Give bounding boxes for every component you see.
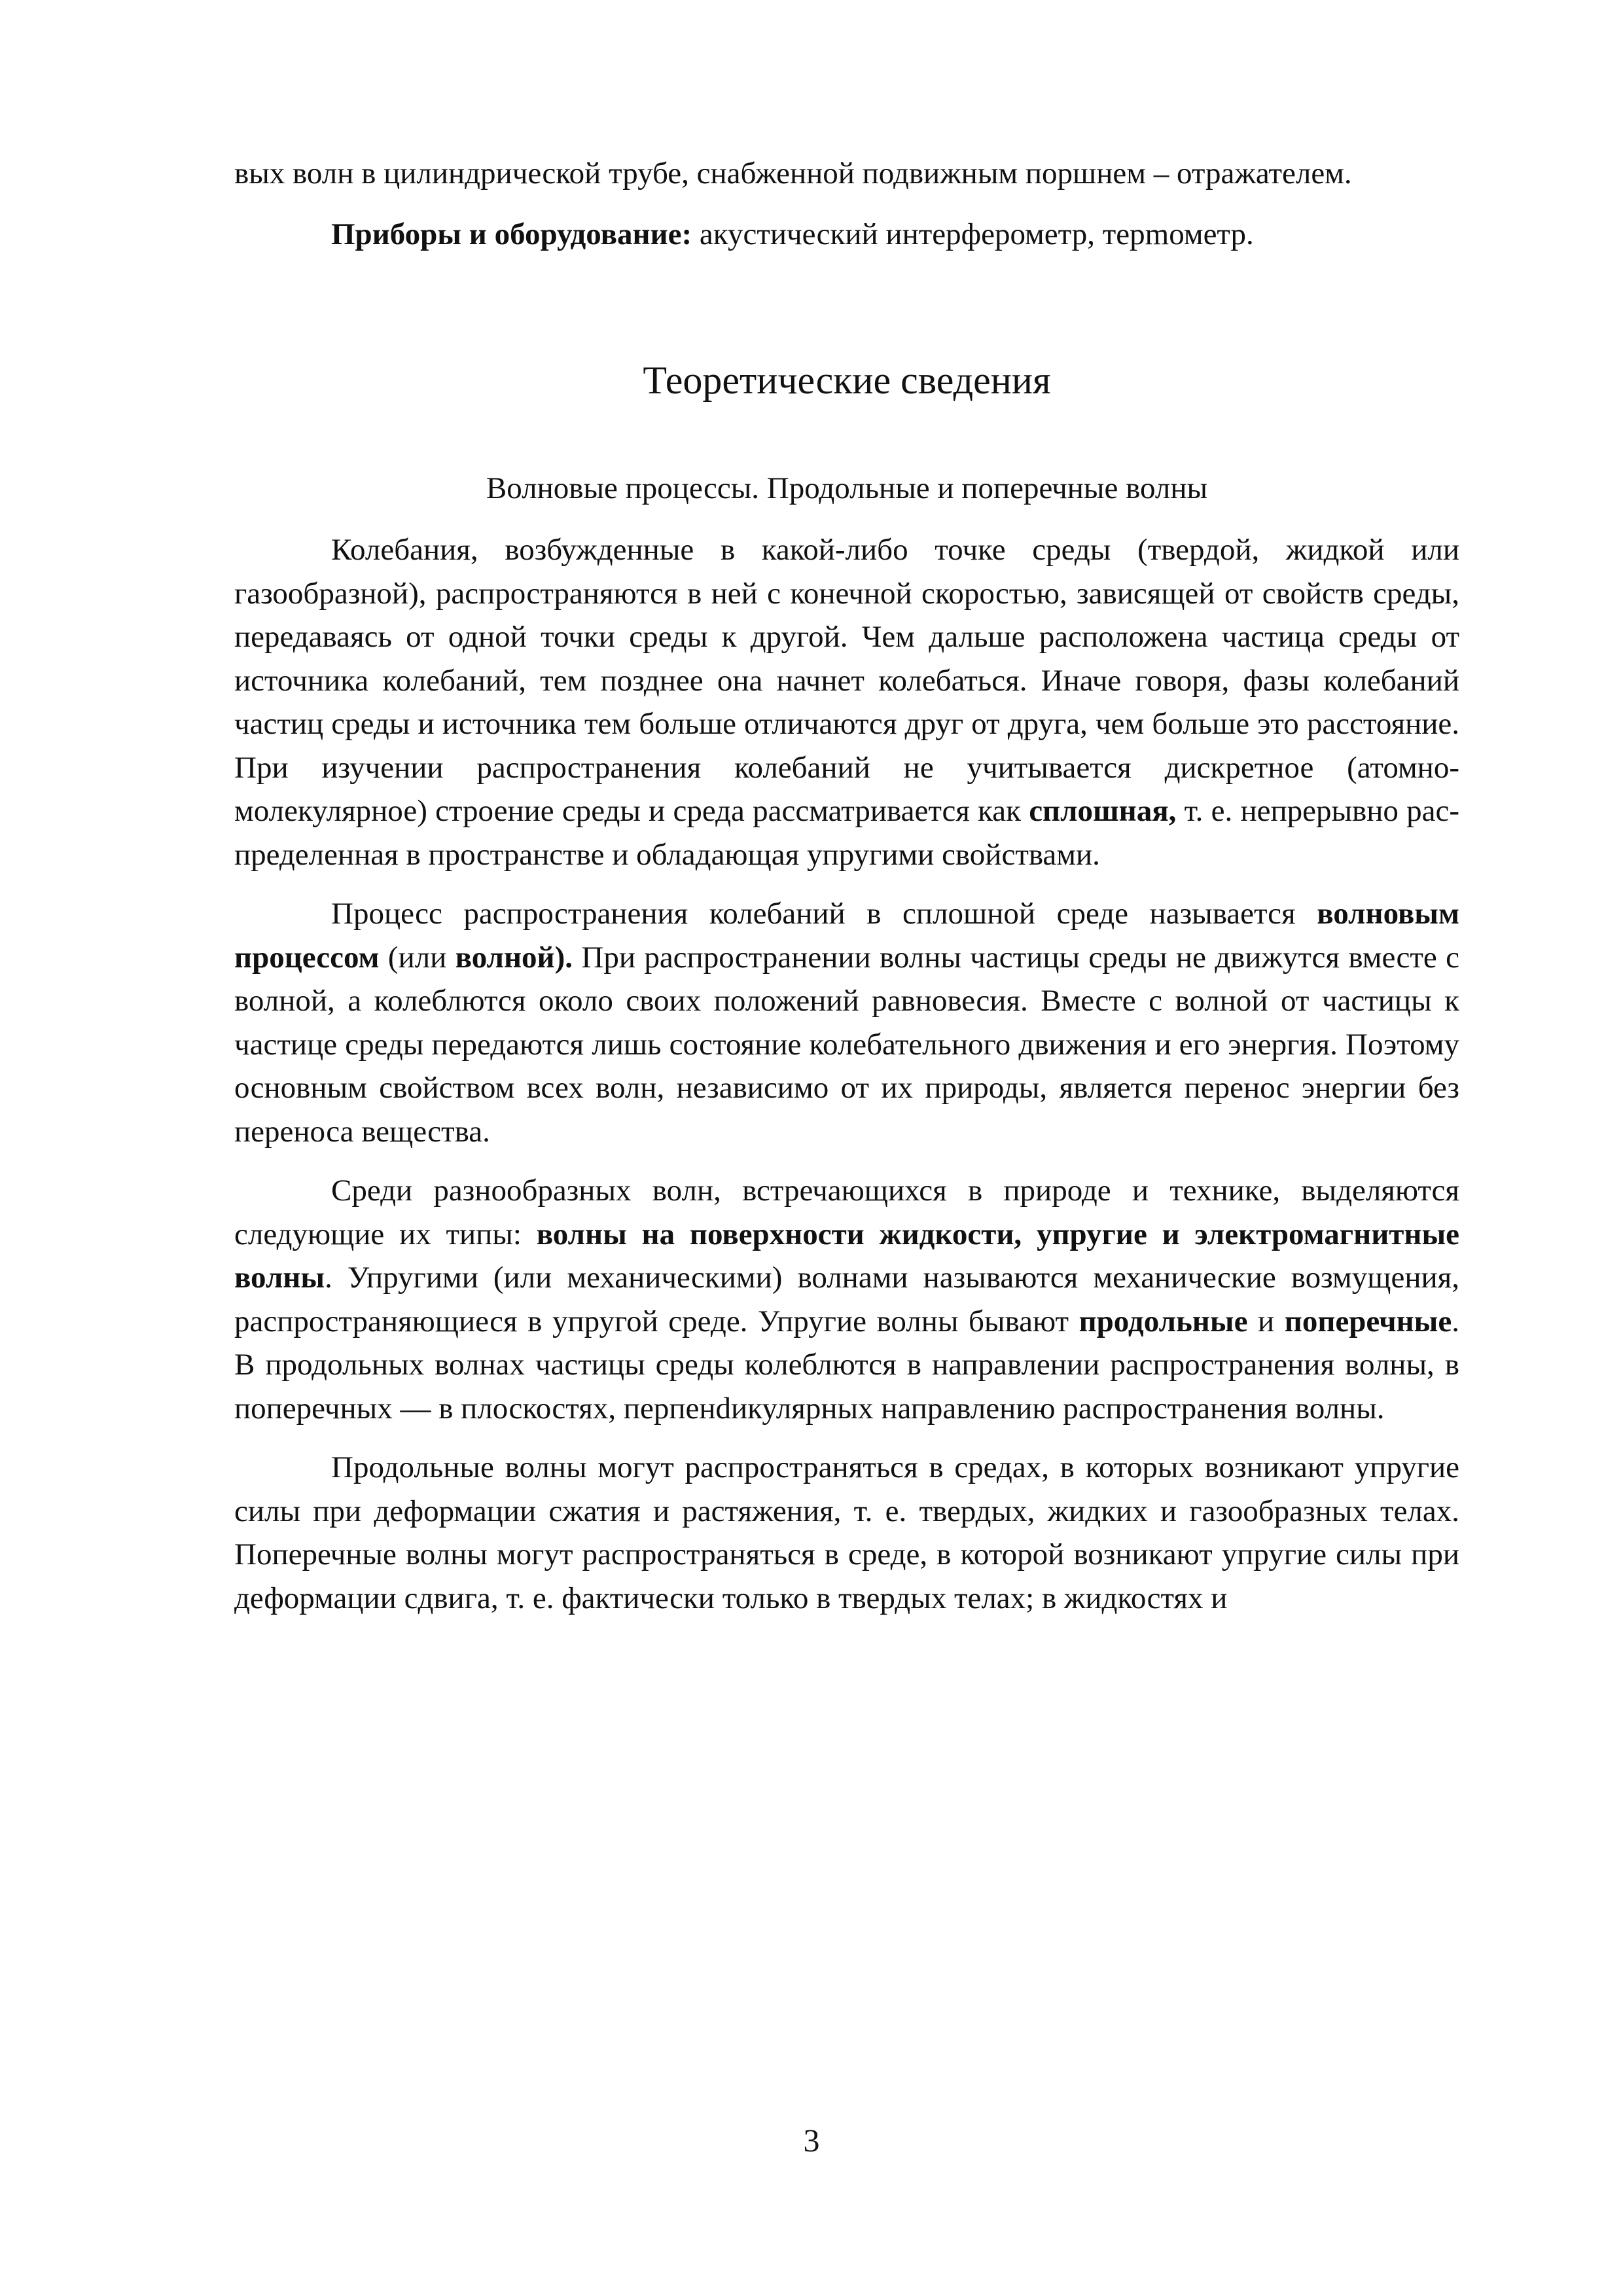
subsection-title: Волновые процессы. Продольные и поперечные волны	[486, 471, 1208, 505]
paragraph-4: Продольные волны могут распространяться в средах, в которых возникают упругие силы при деформации сжатия и растяжения, т. е. твердых, жидких и газообразных телах. Поперечные волны могут распространяться в среде, в которой возникают упругие силы при деформации сдвига, т. е. фактически только в твердых телах; в жидкостях и	[234, 1450, 1459, 1615]
term-wave-process: волновым процессом	[234, 897, 1459, 975]
section-title: Теоретические сведения	[643, 359, 1051, 402]
term-wave-types: волны на поверхности жидкости, упругие и электромагнитные волны	[234, 1217, 1460, 1295]
term-continuous: сплошная,	[1029, 794, 1177, 828]
page-body	[234, 152, 1459, 1620]
paragraph-2: Процесс распространения колебаний в сплошной среде называется волновым процессом (или волной). При распространении волны частицы среды не движутся вместе с волной, а колеблются около своих положений равновесия. Вместе с волной от частицы к частице среды передаются лишь состояние колебательного движения и его энергия. Поэтому основным свойством всех волн, независимо от их природы, является перенос энергии без переноса вещества.	[234, 897, 1459, 1149]
term-transverse: поперечные	[1284, 1304, 1452, 1338]
equipment-text: акустический интерферометр, терmометр.	[692, 217, 1254, 251]
term-longitudinal: продольные	[1079, 1304, 1248, 1338]
term-wave: волной).	[455, 940, 573, 975]
paragraph-3: Среди разнообразных волн, встречающихся в природе и технике, выделяются следующие их типы: волны на поверхности жидкости, упругие и электромагнитные волны. Упругими (или механическими) волнами называются механические возмущения, распространяющиеся в упругой среде. Упругие волны бывают продольные и поперечные. В продольных волнах частицы среды колеблются в направлении распространения волны, в поперечных — в плоскостях, перпенdикулярных направлению распространения волны.	[234, 1174, 1460, 1426]
intro-continuation: вых волн в цилиндрической трубе, снабженной подвижным поршнем – отражателем.	[234, 156, 1352, 190]
page-number: 3	[803, 2122, 820, 2159]
paragraph-1: Колебания, возбужденные в какой-либо точке среды (твердой, жидкой или газообразной), распространяются в ней с конечной скоростью, зависящей от свойств среды, передаваясь от одной точки среды к другой. Чем дальше расположена частица среды от источника колебаний, тем позднее она начнет колебаться. Иначе говоря, фазы колебаний частиц среды и источника тем больше отличаются друг от друга, чем больше это расстояние. При изучении распространения колебаний не учитывается дискретное (атомно-молекулярное) строение среды и среда рассматривается как сплошная, т. е. непрерывно распределенная в пространстве и обладающая упругими свойствами.	[234, 533, 1459, 872]
equipment-label: Приборы и оборудование:	[331, 217, 692, 251]
equipment-paragraph	[234, 213, 1459, 257]
